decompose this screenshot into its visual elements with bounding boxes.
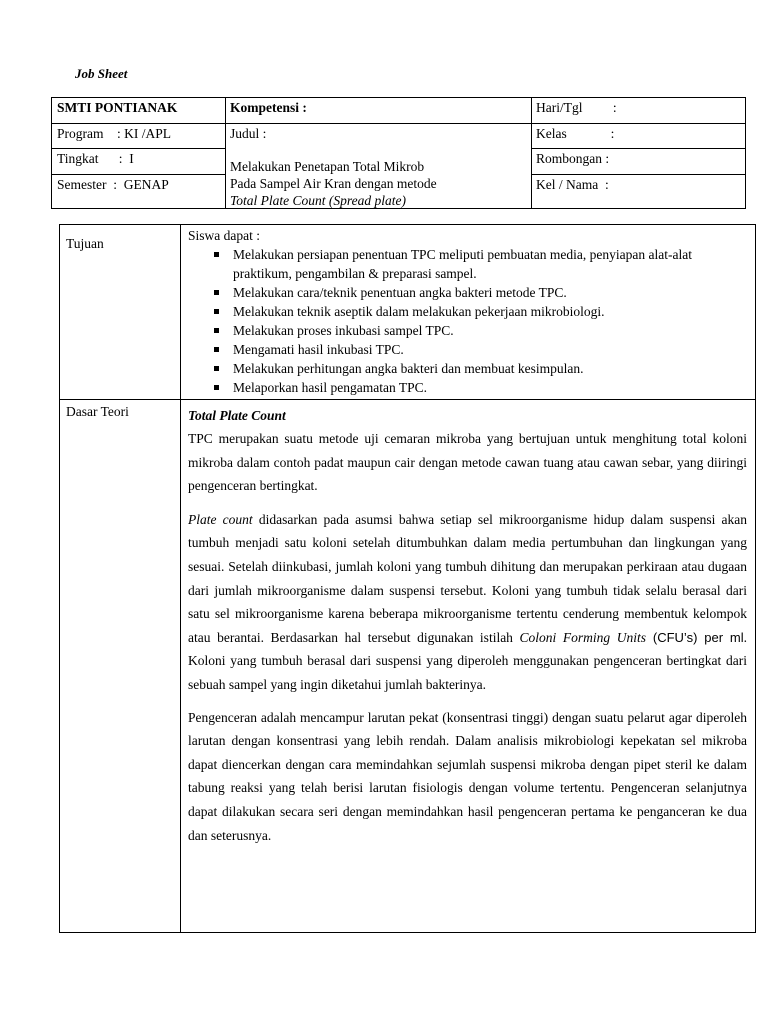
header-column-identity: [52, 98, 226, 208]
cfu-term: Coloni Forming Units: [519, 629, 647, 645]
tingkat-field: Tingkat : I: [52, 149, 225, 175]
semester-field: Semester : GENAP: [57, 177, 169, 192]
dasar-teori-content: [181, 400, 755, 932]
tujuan-label: Tujuan: [60, 225, 181, 399]
list-item: Melakukan perhitungan angka bakteri dan membuat kesimpulan.: [233, 359, 737, 378]
cfu-unit: (CFU’s) per ml: [646, 629, 744, 645]
plate-count-term: Plate count: [188, 511, 253, 527]
kel-nama-field: Kel / Nama :: [536, 177, 609, 192]
main-table: [59, 224, 756, 933]
list-item: Melakukan persiapan penentuan TPC meliputi pembuatan media, penyiapan alat-alat praktikum, pengambilan & preparasi sampel.: [233, 245, 737, 283]
list-item: Mengamati hasil inkubasi TPC.: [233, 340, 737, 359]
row-tujuan: [60, 225, 755, 400]
dasar-teori-label: Dasar Teori: [60, 400, 181, 932]
kompetensi-label: Kompetensi :: [225, 98, 531, 124]
paragraph-2-text-a: didasarkan pada asumsi bahwa setiap sel mikroorganisme hidup dalam suspensi akan tumbuh menjadi satu koloni setelah ditumbuhkan dalam media pertumbuhan dan lingkungan yang sesuai. Setelah diinkubasi, jumlah koloni yang tumbuh dihitung dan merupakan perkiraan atau dugaan dari jumlah mikroorganisme dalam suspensi tersebut. Koloni yang tumbuh tidak selalu berasal dari satu sel mikroorganisme karena beberapa mikroorganisme tertentu cenderung membentuk kelompok atau berantai. Berdasarkan hal tersebut digunakan istilah: [188, 511, 748, 645]
hari-tgl-field: Hari/Tgl :: [531, 98, 745, 124]
row-dasar-teori: [60, 400, 755, 932]
school-name: SMTI PONTIANAK: [52, 98, 225, 124]
header-column-session: [531, 98, 745, 208]
judul-line-3: Total Plate Count (Spread plate): [230, 193, 406, 208]
list-item: Melakukan cara/teknik penentuan angka bakteri metode TPC.: [233, 283, 737, 302]
header-column-competency: [225, 98, 532, 208]
tujuan-intro: Siswa dapat :: [188, 228, 260, 243]
judul-line-1: Melakukan Penetapan Total Mikrob: [230, 159, 425, 174]
list-item: Melakukan teknik aseptik dalam melakukan pekerjaan mikrobiologi.: [233, 302, 737, 321]
rombongan-field: Rombongan :: [531, 149, 745, 175]
judul-line-2: Pada Sampel Air Kran dengan metode: [230, 176, 437, 191]
program-field: Program : KI /APL: [52, 124, 225, 149]
header-table: [51, 97, 746, 209]
document-title: Job Sheet: [75, 66, 128, 81]
judul-label: Judul :: [230, 126, 267, 141]
list-item: Melaporkan hasil pengamatan TPC.: [233, 378, 737, 397]
kelas-field: Kelas :: [531, 124, 745, 149]
paragraph-2-text-b: . Koloni yang tumbuh berasal dari suspensi yang diperoleh menggunakan pengenceran bertingkat dari sebuah sampel yang ingin diketahui jumlah bakterinya.: [188, 629, 747, 692]
theory-paragraph-3: Pengenceran adalah mencampur larutan pekat (konsentrasi tinggi) dengan suatu pelarut agar diperoleh larutan dengan konsentrasi yang lebih rendah. Dalam analisis mikrobiologi kepekatan sel mikroba dapat diencerkan dengan cara memindahkan sejumlah suspensi mikroba dengan pipet steril ke dalam tabung reaksi yang telah berisi larutan fisiologis dengan volume tertentu. Pengenceran selanjutnya dapat dilakukan secara seri dengan memindahkan hasil pengenceran pertama ke penganceran ke dua dan seterusnya.: [188, 709, 747, 843]
theory-paragraph-2: [188, 508, 747, 697]
tujuan-content: [181, 225, 755, 399]
theory-heading: Total Plate Count: [188, 408, 286, 423]
tujuan-list: [188, 245, 747, 397]
list-item: Melakukan proses inkubasi sampel TPC.: [233, 321, 737, 340]
theory-paragraph-1: TPC merupakan suatu metode uji cemaran mikroba yang bertujuan untuk menghitung total koloni mikroba dalam contoh padat maupun cair dengan metode cawan tuang atau cawan sebar, yang diiringi pengenceran bertingkat.: [188, 431, 747, 494]
